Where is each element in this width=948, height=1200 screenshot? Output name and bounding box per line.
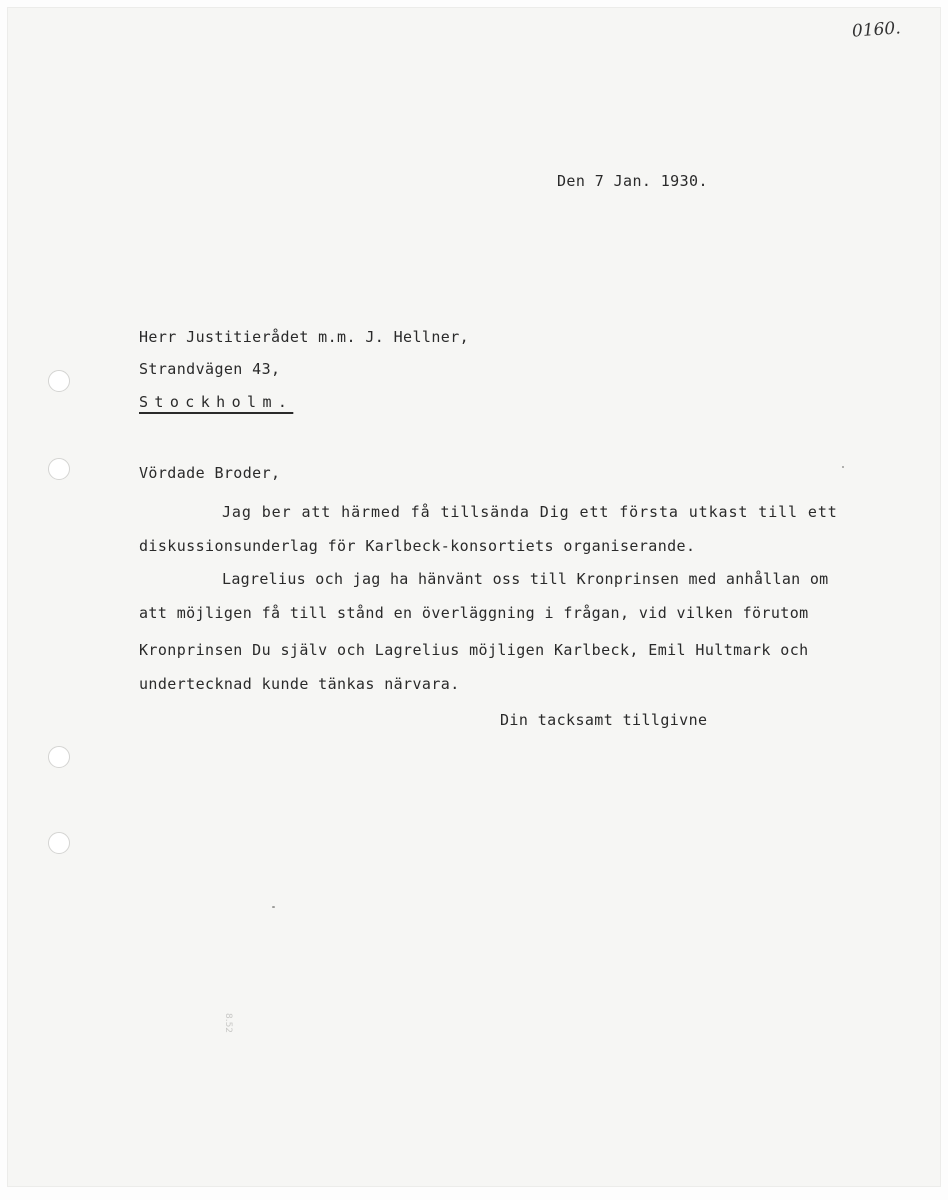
recipient-city: Stockholm.	[139, 393, 294, 411]
date-line: Den 7 Jan. 1930.	[557, 172, 708, 190]
punch-hole	[48, 458, 70, 480]
body-line: Jag ber att härmed få tillsända Dig ett första utkast till ett	[222, 503, 838, 521]
body-line: Lagrelius och jag ha hänvänt oss till Kronprinsen med anhållan om	[222, 570, 829, 588]
recipient-street: Strandvägen 43,	[139, 360, 281, 378]
body-line: att möjligen få till stånd en överläggning i frågan, vid vilken förutom	[139, 604, 809, 622]
punch-hole	[48, 832, 70, 854]
punch-hole	[48, 746, 70, 768]
paper-speck	[272, 906, 275, 908]
paper-speck	[842, 466, 844, 468]
body-line: undertecknad kunde tänkas närvara.	[139, 675, 460, 693]
letter-sheet	[8, 8, 940, 1186]
faint-pencil-mark: 8.52	[223, 1012, 234, 1034]
body-line: diskussionsunderlag för Karlbeck-konsortiets organiserande.	[139, 537, 696, 555]
archive-number: 0160.	[851, 18, 902, 42]
recipient-name: Herr Justitierådet m.m. J. Hellner,	[139, 328, 470, 346]
body-line: Kronprinsen Du själv och Lagrelius möjligen Karlbeck, Emil Hultmark och	[139, 641, 809, 659]
closing: Din tacksamt tillgivne	[500, 711, 708, 729]
salutation: Vördade Broder,	[139, 464, 281, 482]
punch-hole	[48, 370, 70, 392]
